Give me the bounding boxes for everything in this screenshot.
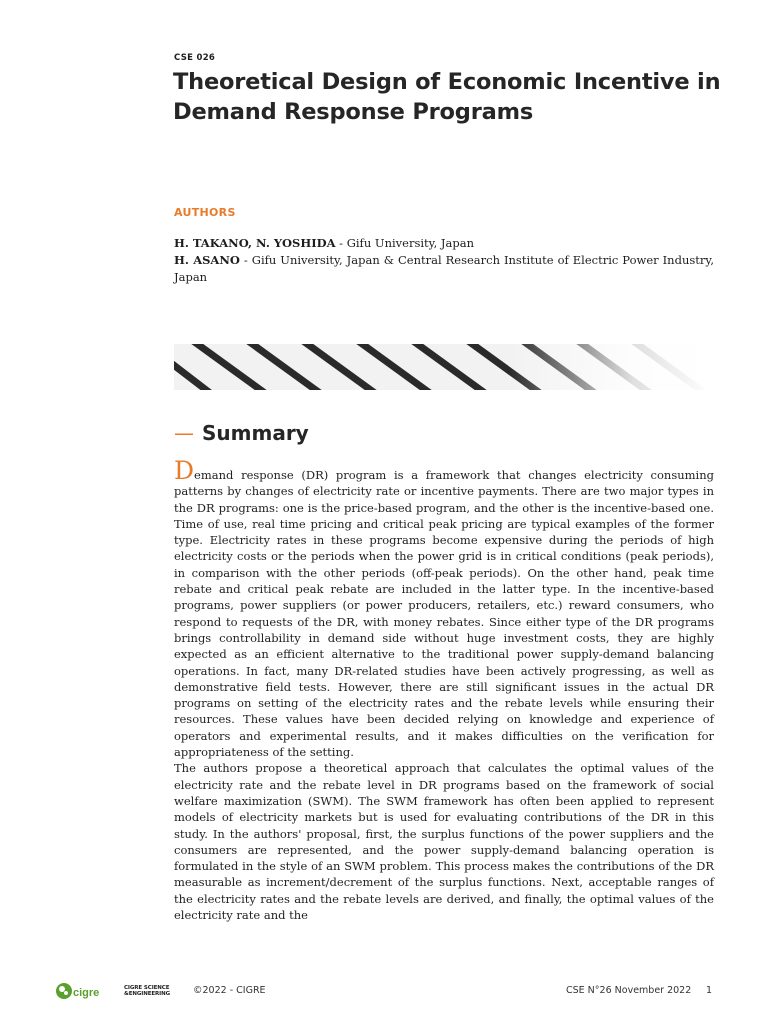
cigre-science-engineering-logo — [124, 985, 170, 997]
heading-dash: — — [174, 421, 194, 445]
cigre-logo-text: cigre — [73, 987, 100, 999]
copyright-notice: ©2022 - CIGRE — [193, 985, 266, 996]
page-footer — [0, 976, 768, 1006]
stripe-graphic — [174, 344, 714, 390]
article-title: Theoretical Design of Economic Incentive in Demand Response Programs — [173, 69, 721, 125]
article-code: CSE 026 — [174, 53, 216, 63]
author-names: H. TAKANO, N. YOSHIDA — [174, 236, 336, 250]
page-number: 1 — [706, 985, 713, 996]
cigre-logo-icon — [55, 980, 101, 1002]
author-names: H. ASANO — [174, 253, 240, 267]
author-affiliation: - Gifu University, Japan & Central Research Institute of Electric Power Industry, Japan — [174, 253, 714, 284]
summary-heading-label: Summary — [202, 421, 309, 445]
cse-logo-line-1: CIGRE SCIENCE — [124, 985, 170, 991]
authors-heading: AUTHORS — [174, 206, 236, 219]
summary-paragraph-2: The authors propose a theoretical approach that calculates the optimal values of the electricity rate and the rebate level in DR programs based on the framework of social welfare maximization (SWM). The SWM framework has often been applied to represent models of electricity markets but is used for evaluating contributions of the DR in this study. In the authors' proposal, first, the surplus functions of the power suppliers and the consumers are represented, and the power supply-demand balancing operation is formulated in the style of an SWM problem. This process makes the contributions of the DR measurable as increment/decrement of the surplus functions. Next, acceptable ranges of the electricity rates and the rebate levels are derived, and finally, the optimal values of the electricity rate and the — [174, 761, 714, 923]
author-affiliation: - Gifu University, Japan — [335, 236, 475, 250]
paragraph-1-text: emand response (DR) program is a framework that changes electricity consuming patterns by changes of electricity rate or incentive payments. There are two major types in the DR programs: one is the price-based program, and the other is the incentive-based one. Time of use, real time pricing and critical peak pricing are typical examples of the former type. Electricity rates in these programs become expensive during the periods of high electricity costs or the periods when the power grid is in critical conditions (peak periods), in comparison with the other periods (off-peak periods). On the other hand, peak time rebate and critical peak rebate are included in the latter type. In the incentive-based programs, power suppliers (or power producers, retailers, etc.) reward consumers, who respond to requests of the DR, with money rebates. Since either type of the DR programs brings controllability in demand side without huge investment costs, they are highly expected as an efficient alternative to the traditional power supply-demand balancing operations. In fact, many DR-related studies have been actively progressing, as well as demonstrative field tests. However, there are still significant issues in the actual DR programs on setting of the electricity rates and the rebate levels while ensuring their resources. These values have been decided relying on knowledge and experience of operators and experimental results, and it makes difficulties on the verification for appropriateness of the setting. — [174, 468, 714, 760]
decorative-stripe-banner — [174, 344, 714, 390]
summary-heading — [174, 421, 309, 445]
summary-body — [174, 456, 714, 923]
drop-cap: D — [174, 456, 195, 485]
cse-logo-line-2: &ENGINEERING — [124, 991, 171, 997]
author-line-1 — [174, 235, 714, 252]
author-line-2 — [174, 252, 714, 285]
issue-label: CSE N°26 November 2022 — [566, 985, 692, 996]
summary-paragraph-1 — [174, 456, 714, 760]
cigre-logo — [55, 980, 101, 1002]
